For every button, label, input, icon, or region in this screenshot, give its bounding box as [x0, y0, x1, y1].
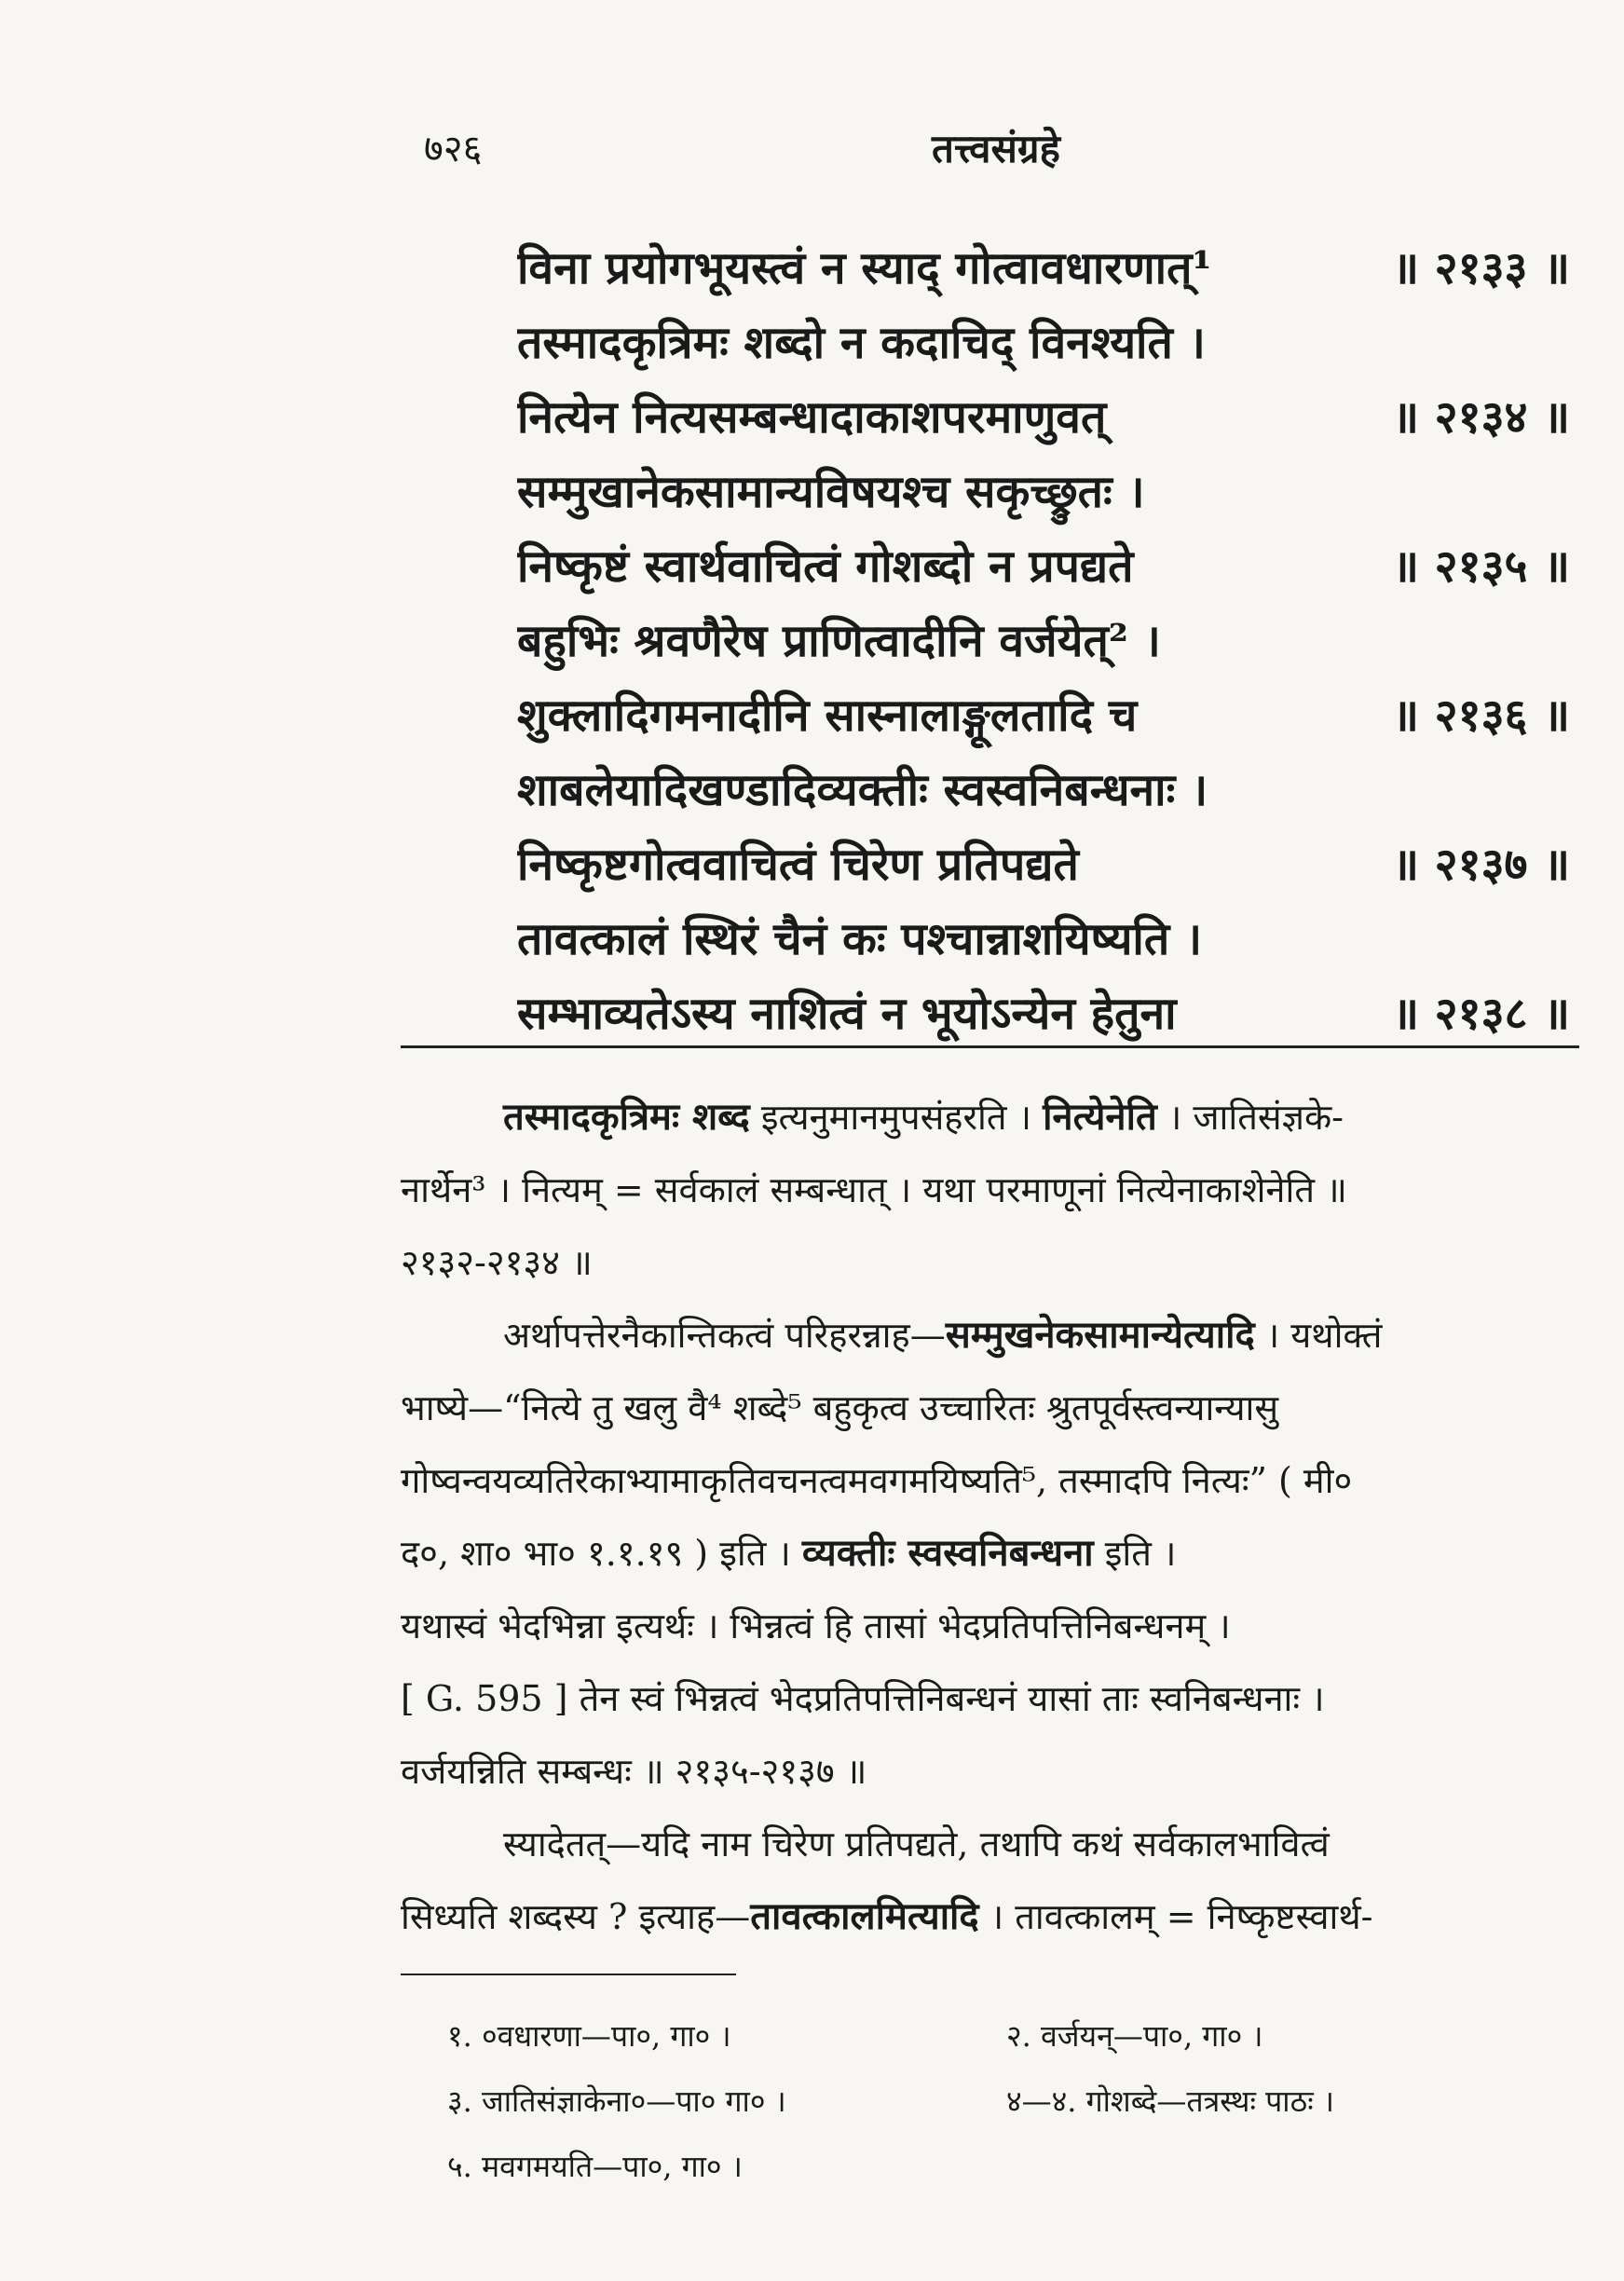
- commentary-text: नार्थेन³ । नित्यम् = सर्वकालं सम्बन्धात् । यथा परमाणूनां नित्येनाकाशेनेति ॥: [401, 1169, 1347, 1210]
- verse-text: बहुभिः श्रवणैरेष प्राणित्वादीनि वर्जयेत्² ।: [517, 615, 1161, 667]
- commentary-text: यथास्वं भेदभिन्ना इत्यर्थः । भिन्नत्वं हि तासां भेदप्रतिपत्तिनिबन्धनम् ।: [401, 1605, 1231, 1646]
- verse-block: [517, 231, 1570, 1051]
- commentary-line: [401, 1226, 1579, 1299]
- verse-text: नित्येन नित्यसम्बन्धादाकाशपरमाणुवत्: [517, 391, 1107, 444]
- commentary-text: द०, शा० भा० १.१.१९ ) इति ।: [401, 1533, 802, 1574]
- commentary-block: [401, 1081, 1579, 1953]
- commentary-pratika: सम्मुखनेकसामान्येत्यादि: [945, 1313, 1255, 1357]
- footnotes: [447, 2003, 1575, 2199]
- footnote: ४—४. गोशब्दे—तत्रस्थः पाठः ।: [1006, 2083, 1334, 2119]
- commentary-text: भाष्ये—“नित्ये तु खलु वै⁴ शब्दे⁵ बहुकृत्व उच्चारितः श्रुतपूर्वस्त्वन्यान्यासु: [401, 1387, 1279, 1428]
- verse-number: ॥ २१३७ ॥: [1392, 839, 1570, 891]
- commentary-text: अर्थापत्तेरनैकान्तिकत्वं परिहरन्नाह—: [503, 1315, 946, 1356]
- commentary-text: इत्यनुमानमुपसंहरति ।: [749, 1097, 1044, 1138]
- verse-line: [517, 455, 1570, 529]
- footnote: २. वर्जयन्—पा०, गा० ।: [1006, 2018, 1263, 2054]
- commentary-pratika: तस्मादकृत्रिमः शब्द: [503, 1095, 750, 1139]
- verse-line: [517, 231, 1570, 306]
- commentary-line: [401, 1880, 1579, 1953]
- commentary-pratika: नित्येनेति: [1043, 1095, 1157, 1139]
- page-number: ७२६: [424, 128, 483, 171]
- commentary-pratika: व्यक्तीः स्वस्वनिबन्धना: [801, 1531, 1094, 1575]
- verse-line: [517, 977, 1570, 1051]
- verse-number: ॥ २१३६ ॥: [1392, 690, 1570, 742]
- commentary-line: [401, 1662, 1579, 1735]
- verse-line: [517, 306, 1570, 380]
- verse-text: सम्भाव्यतेऽस्य नाशित्वं न भूयोऽन्येन हेतुना: [517, 988, 1177, 1040]
- commentary-text: । जातिसंज्ञके-: [1156, 1097, 1344, 1138]
- commentary-text: सिध्यति शब्दस्य ? इत्याह—: [401, 1896, 751, 1937]
- commentary-line: [401, 1154, 1579, 1226]
- commentary-text: । तावत्कालम् = निष्कृष्टस्वार्थ-: [978, 1896, 1373, 1937]
- verse-number: ॥ २१३४ ॥: [1392, 391, 1570, 444]
- verse-text: तस्मादकृत्रिमः शब्दो न कदाचिद् विनश्यति ।: [517, 317, 1206, 369]
- footnote: ३. जातिसंज्ञाकेना०—पा० गा० ।: [447, 2083, 786, 2119]
- commentary-text: गोष्वन्वयव्यतिरेकाभ्यामाकृतिवचनत्वमवगमयिष्यति⁵, तस्मादपि नित्यः” ( मी०: [401, 1460, 1353, 1501]
- commentary-line: [401, 1590, 1579, 1662]
- commentary-line: [401, 1081, 1579, 1154]
- footnote: १. ०वधारणा—पा०, गा० ।: [447, 2018, 731, 2054]
- verse-text: निष्कृष्टगोत्ववाचित्वं चिरेण प्रतिपद्यते: [517, 839, 1079, 891]
- verse-line: [517, 380, 1570, 455]
- verse-number: ॥ २१३८ ॥: [1392, 988, 1570, 1040]
- footnote-row: [447, 2069, 1575, 2134]
- verse-number: ॥ २१३५ ॥: [1392, 540, 1570, 593]
- verse-line: [517, 902, 1570, 977]
- commentary-text: स्यादेतत्—यदि नाम चिरेण प्रतिपद्यते, तथापि कथं सर्वकालभावित्वं: [503, 1823, 1330, 1864]
- commentary-line: [401, 1372, 1579, 1444]
- footnote-row: [447, 2134, 1575, 2199]
- verse-number: ॥ २१३३ ॥: [1392, 242, 1570, 294]
- verse-text: तावत्कालं स्थिरं चैनं कः पश्चान्नाशयिष्यति ।: [517, 913, 1203, 965]
- commentary-line: [401, 1517, 1579, 1590]
- verse-line: [517, 753, 1570, 827]
- verse-line: [517, 827, 1570, 902]
- verse-line: [517, 604, 1570, 678]
- commentary-line: [401, 1808, 1579, 1880]
- footnote: [1006, 2134, 1565, 2199]
- commentary-line: [401, 1299, 1579, 1372]
- separator-rule: [401, 1045, 1579, 1048]
- running-title: तत्त्वसंग्रहे: [932, 126, 1060, 171]
- commentary-pratika: तावत्कालमित्यादि: [750, 1894, 979, 1938]
- commentary-text: । यथोक्तं: [1254, 1315, 1383, 1356]
- verse-text: शुक्लादिगमनादीनि सास्नालाङ्गूलतादि च: [517, 690, 1138, 742]
- commentary-line: [401, 1735, 1579, 1808]
- footnote-row: [447, 2003, 1575, 2069]
- commentary-line: [401, 1444, 1579, 1517]
- verse-text: शाबलेयादिखण्डादिव्यक्तीः स्वस्वनिबन्धनाः ।: [517, 764, 1208, 816]
- verse-line: [517, 678, 1570, 753]
- verse-text: विना प्रयोगभूयस्त्वं न स्याद् गोत्वावधारणात्¹: [517, 242, 1212, 294]
- footnote-rule: [401, 1974, 736, 1975]
- commentary-text: वर्जयन्निति सम्बन्धः ॥ २१३५-२१३७ ॥: [401, 1751, 867, 1792]
- commentary-text: २१३२-२१३४ ॥: [401, 1242, 593, 1283]
- verse-text: सम्मुखानेकसामान्यविषयश्च सकृच्छ्रुतः ।: [517, 466, 1145, 518]
- verse-line: [517, 529, 1570, 604]
- commentary-text: इति ।: [1093, 1533, 1177, 1574]
- footnote: ५. मवगमयति—पा०, गा० ।: [447, 2149, 743, 2184]
- commentary-text: [ G. 595 ] तेन स्वं भिन्नत्वं भेदप्रतिपत्तिनिबन्धनं यासां ताः स्वनिबन्धनाः ।: [401, 1678, 1325, 1719]
- verse-text: निष्कृष्टं स्वार्थवाचित्वं गोशब्दो न प्रपद्यते: [517, 540, 1134, 593]
